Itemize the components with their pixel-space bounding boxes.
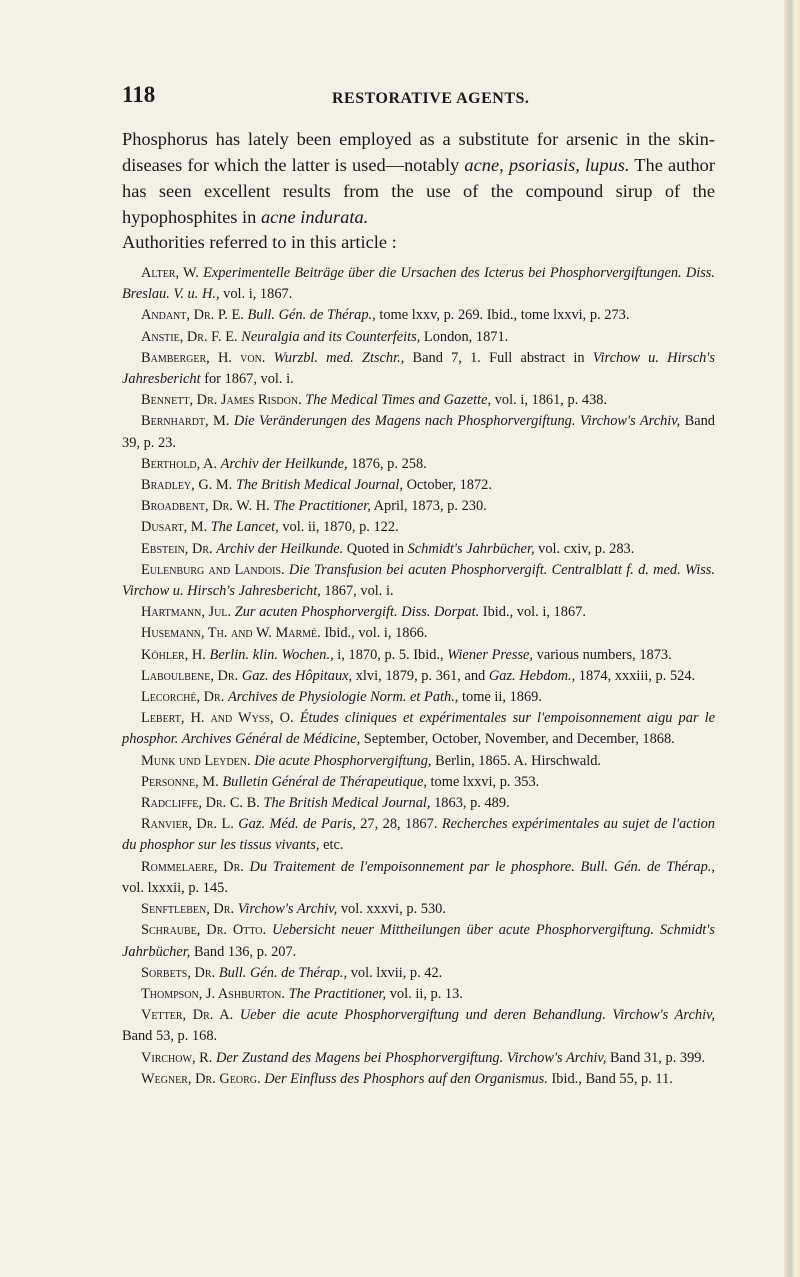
ref-details-2: vol. cxiv, p. 283. xyxy=(534,540,635,557)
ref-author: Laboulbene, Dr. xyxy=(141,667,239,684)
ref-details: Band 39, p. 23. xyxy=(122,413,715,451)
ref-details: April, 1873, p. 230. xyxy=(370,498,487,515)
ref-details: Band 31, p. 399. xyxy=(606,1049,706,1066)
intro-italic-1: acne, psoriasis, lupus. xyxy=(464,155,630,175)
ref-title: Neuralgia and its Counterfeits, xyxy=(241,328,421,345)
page-number: 118 xyxy=(122,82,156,107)
reference-item xyxy=(122,623,715,644)
intro-text-2: The author has seen excellent results from the use of the compound sirup of the hypophosphites in xyxy=(122,155,715,227)
reference-list xyxy=(122,263,715,1090)
ref-details: London, 1871. xyxy=(420,328,509,345)
reference-item xyxy=(122,454,715,475)
ref-title-2: Virchow u. Hirsch's Jahresbericht xyxy=(122,349,715,388)
ref-title: Bull. Gén. de Thérap., xyxy=(218,964,348,981)
ref-title: Berlin. klin. Wochen., xyxy=(209,646,334,663)
ref-details: vol. lxxxii, p. 145. xyxy=(122,879,228,896)
ref-details-2: 1874, xxxiii, p. 524. xyxy=(575,667,696,684)
ref-author: Eulenburg and Landois. xyxy=(141,561,285,578)
ref-title: The Lancet, xyxy=(210,519,279,536)
reference-item xyxy=(122,984,715,1005)
intro-italic-2: acne indurata. xyxy=(260,207,369,227)
ref-details: vol. ii, 1870, p. 122. xyxy=(278,519,399,536)
ref-details: vol. xxxvi, p. 530. xyxy=(337,901,446,918)
ref-title: The Medical Times and Gazette, xyxy=(305,392,492,409)
ref-title: The British Medical Journal, xyxy=(263,795,431,812)
reference-item xyxy=(122,305,715,326)
ref-author: Andant, Dr. P. E. xyxy=(141,307,244,324)
ref-author: Broadbent, Dr. W. H. xyxy=(141,498,270,515)
ref-title: The British Medical Journal, xyxy=(235,477,404,494)
ref-details: tome lxxvi, p. 353. xyxy=(426,773,540,790)
page-header xyxy=(122,82,722,112)
ref-author: Virchow, R. xyxy=(141,1049,213,1066)
reference-item xyxy=(122,496,715,517)
ref-details: October, 1872. xyxy=(403,477,492,494)
reference-item xyxy=(122,899,715,920)
reference-item xyxy=(122,963,715,984)
ref-title: Experimentelle Beiträge über die Ursachen des Icterus bei Phosphorvergiftungen. Diss. Breslau. V. u. H., xyxy=(122,265,716,303)
ref-author: Personne, M. xyxy=(141,773,219,790)
ref-author: Dusart, M. xyxy=(141,519,208,536)
reference-item xyxy=(122,411,715,453)
ref-details: vol. i, 1861, p. 438. xyxy=(491,392,608,409)
reference-item xyxy=(122,687,715,708)
ref-author: Bernhardt, M. xyxy=(141,413,230,430)
ref-title-2: Schmidt's Jahrbücher, xyxy=(407,540,535,557)
ref-author: Bennett, Dr. James Risdon. xyxy=(141,392,302,409)
reference-item xyxy=(122,348,715,390)
ref-details: Quoted in xyxy=(343,540,408,557)
reference-item xyxy=(122,263,715,305)
ref-title: Die Transfusion bei acuten Phosphorvergift. Centralblatt f. d. med. Wiss. Virchow u. Hirsch's Jahresbericht, xyxy=(122,561,715,600)
ref-details: i, 1870, p. 5. Ibid., xyxy=(333,646,448,663)
ref-title: Die acute Phosphorvergiftung, xyxy=(254,752,432,769)
reference-item xyxy=(122,1069,715,1090)
ref-title: Gaz. Méd. de Paris, xyxy=(238,816,356,833)
ref-details: 1876, p. 258. xyxy=(347,455,427,472)
ref-title-2: Wiener Presse, xyxy=(447,646,534,663)
ref-author: Ranvier, Dr. L. xyxy=(141,816,234,833)
ref-details: 27, 28, 1867. xyxy=(355,816,442,833)
intro-text-1: Phosphorus has lately been employed as a substitute for arsenic in the skin-diseases for which the latter is used—notably xyxy=(122,129,715,175)
ref-details: 1863, p. 489. xyxy=(430,795,510,812)
reference-item xyxy=(122,1005,715,1047)
reference-item xyxy=(122,793,715,814)
ref-title: Gaz. des Hôpitaux, xyxy=(241,667,353,684)
ref-details: tome ii, 1869. xyxy=(458,689,542,706)
ref-author: Thompson, J. Ashburton. xyxy=(141,985,285,1002)
ref-details-2: for 1867, vol. i. xyxy=(200,371,294,388)
ref-title: Bull. Gén. de Thérap., xyxy=(247,307,376,324)
ref-author: Munk und Leyden. xyxy=(141,752,251,769)
reference-item xyxy=(122,517,715,538)
ref-title: Archiv der Heilkunde. xyxy=(216,540,344,557)
ref-title-2: Gaz. Hebdom., xyxy=(488,667,576,684)
ref-title: Zur acuten Phosphorvergift. Diss. Dorpat. xyxy=(234,604,480,621)
reference-item xyxy=(122,751,715,772)
ref-details: vol. ii, p. 13. xyxy=(386,985,463,1002)
ref-author: Lebert, H. and Wyss, O. xyxy=(141,710,294,727)
ref-author: Sorbets, Dr. xyxy=(141,964,216,981)
reference-item xyxy=(122,814,715,856)
ref-author: Husemann, Th. and W. Marmé. xyxy=(141,625,321,642)
reference-item xyxy=(122,560,715,602)
ref-author: Radcliffe, Dr. C. B. xyxy=(141,795,260,812)
ref-title: Archives de Physiologie Norm. et Path., xyxy=(227,689,459,706)
ref-details: September, October, November, and December, 1868. xyxy=(360,731,675,748)
ref-author: Rommelaere, Dr. xyxy=(141,858,244,875)
ref-author: Senftleben, Dr. xyxy=(141,901,235,918)
ref-title: Uebersicht neuer Mittheilungen über acute Phosphorvergiftung. Schmidt's Jahrbücher, xyxy=(122,922,715,960)
ref-title: Études cliniques et expérimentales sur l'empoisonnement aigu par le phosphor. Archives Général de Médicine, xyxy=(122,710,715,748)
reference-item xyxy=(122,857,715,899)
authorities-heading: Authorities referred to in this article : xyxy=(122,232,397,252)
ref-details: Ibid., vol. i, 1867. xyxy=(479,604,586,621)
ref-author: Hartmann, Jul. xyxy=(141,604,232,621)
ref-author: Anstie, Dr. F. E. xyxy=(141,328,238,345)
book-spine-edge xyxy=(784,0,800,1277)
ref-title: Du Traitement de l'empoisonnement par le phosphore. Bull. Gén. de Thérap., xyxy=(249,858,715,875)
ref-author: Wegner, Dr. Georg. xyxy=(141,1070,261,1087)
ref-author: Lecorché, Dr. xyxy=(141,689,225,706)
intro-paragraph xyxy=(122,126,715,230)
ref-title: Der Zustand des Magens bei Phosphorvergiftung. Virchow's Archiv, xyxy=(215,1049,607,1066)
ref-details: 1867, vol. i. xyxy=(320,583,394,600)
ref-title: Bulletin Général de Thérapeutique, xyxy=(222,773,427,790)
ref-title: The Practitioner, xyxy=(273,498,371,515)
ref-title: Virchow's Archiv, xyxy=(237,901,338,918)
ref-author: Vetter, Dr. A. xyxy=(141,1007,234,1024)
ref-details: Ibid., Band 55, p. 11. xyxy=(547,1070,673,1087)
ref-title: Die Veränderungen des Magens nach Phosphorvergiftung. Virchow's Archiv, xyxy=(233,413,681,430)
reference-item xyxy=(122,772,715,793)
reference-item xyxy=(122,475,715,496)
reference-item xyxy=(122,327,715,348)
ref-author: Köhler, H. xyxy=(141,646,206,663)
reference-item xyxy=(122,666,715,687)
ref-author: Berthold, A. xyxy=(141,455,218,472)
ref-title: Der Einfluss des Phosphors auf den Organismus. xyxy=(264,1070,548,1087)
reference-item xyxy=(122,602,715,623)
ref-title: The Practitioner, xyxy=(288,985,387,1002)
reference-item xyxy=(122,920,715,962)
ref-details: Band 7, 1. Full abstract in xyxy=(404,349,593,366)
ref-details-2: various numbers, 1873. xyxy=(533,646,672,663)
ref-title: Ueber die acute Phosphorvergiftung und deren Behandlung. Virchow's Archiv, xyxy=(239,1007,715,1024)
running-head: RESTORATIVE AGENTS. xyxy=(332,90,530,107)
ref-title: Wurzbl. med. Ztschr., xyxy=(273,349,405,366)
reference-item xyxy=(122,390,715,411)
ref-details: tome lxxv, p. 269. Ibid., tome lxxvi, p. 273. xyxy=(375,307,630,324)
ref-details: Ibid., vol. i, 1866. xyxy=(324,625,428,642)
ref-author: Ebstein, Dr. xyxy=(141,540,213,557)
ref-details-2: etc. xyxy=(319,837,344,854)
ref-details: Band 136, p. 207. xyxy=(190,943,297,960)
ref-title: Archiv der Heilkunde, xyxy=(220,455,348,472)
ref-details: vol. lxvii, p. 42. xyxy=(347,964,443,981)
ref-author: Bamberger, H. von. xyxy=(141,349,266,366)
ref-details: xlvi, 1879, p. 361, and xyxy=(352,667,489,684)
ref-details: Band 53, p. 168. xyxy=(122,1028,218,1045)
ref-title-2: Recherches expérimentales au sujet de l'action du phosphor sur les tissus vivants, xyxy=(122,816,715,854)
reference-item xyxy=(122,539,715,560)
ref-author: Schraube, Dr. Otto. xyxy=(141,922,267,939)
reference-item xyxy=(122,1048,715,1069)
ref-author: Bradley, G. M. xyxy=(141,477,233,494)
ref-details: Berlin, 1865. A. Hirschwald. xyxy=(431,752,602,769)
ref-author: Alter, W. xyxy=(141,265,199,281)
reference-item xyxy=(122,708,715,750)
ref-details: vol. i, 1867. xyxy=(219,286,293,303)
reference-item xyxy=(122,645,715,666)
